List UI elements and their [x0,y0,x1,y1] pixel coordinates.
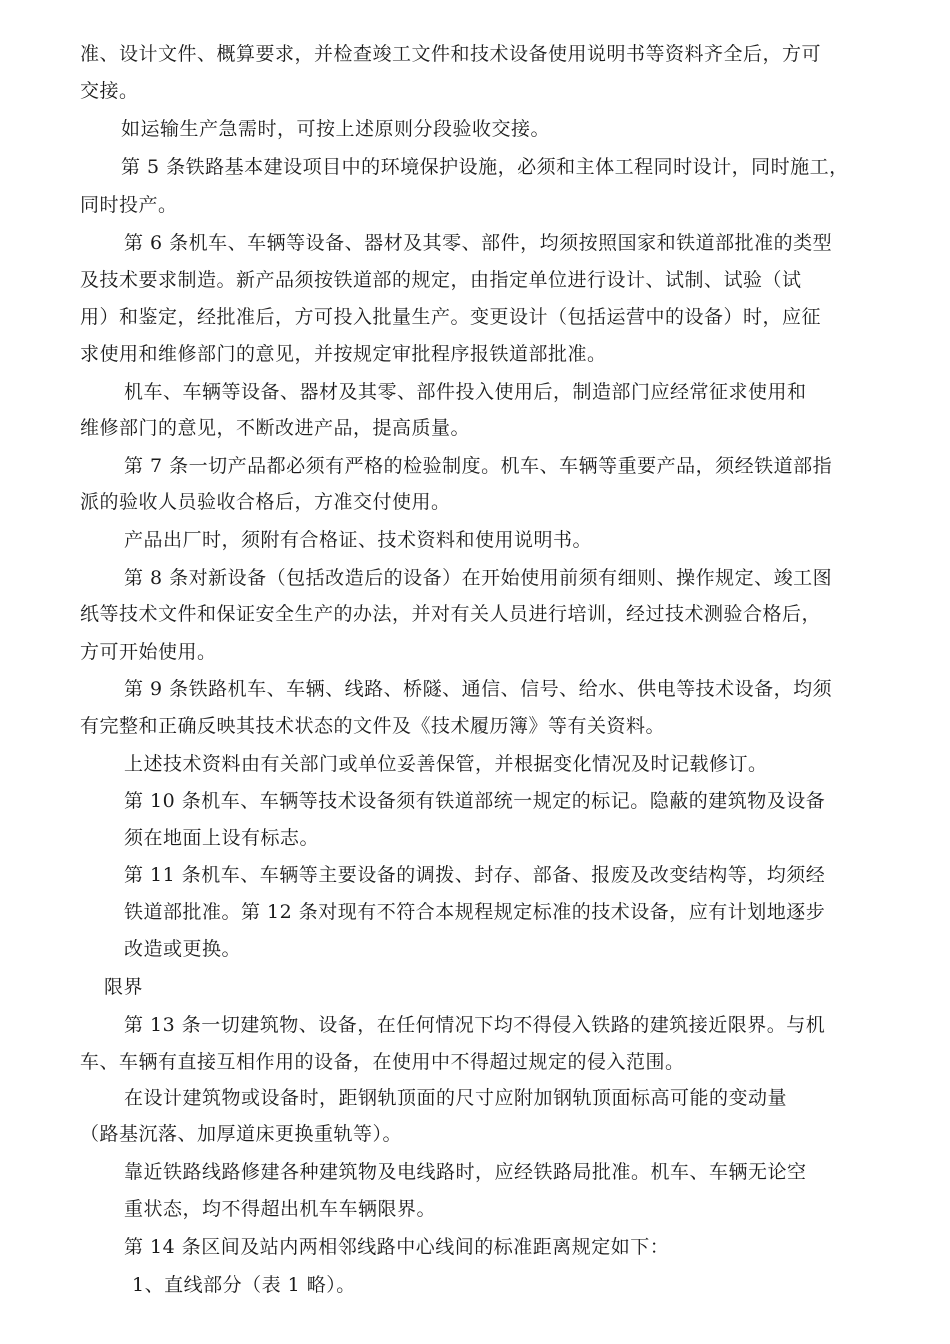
text-line: 第 6 条机车、车辆等设备、器材及其零、部件，均须按照国家和铁道部批准的类型 [124,232,833,254]
text-line: 及技术要求制造。新产品须按铁道部的规定，由指定单位进行设计、试制、试验（试 [80,269,802,291]
text-line: 第 11 条机车、车辆等主要设备的调拨、封存、部备、报废及改变结构等，均须经 [124,864,826,886]
text-line: 方可开始使用。 [80,641,217,663]
text-line: 改造或更换。 [124,938,242,960]
text-line: 须在地面上设有标志。 [124,827,320,849]
text-line: 机车、车辆等设备、器材及其零、部件投入使用后，制造部门应经常征求使用和 [124,381,807,403]
text-line: 产品出厂时，须附有合格证、技术资料和使用说明书。 [124,529,593,551]
text-line: 有完整和正确反映其技术状态的文件及《技术履历簿》等有关资料。 [80,715,666,737]
text-line: 靠近铁路线路修建各种建筑物及电线路时，应经铁路局批准。机车、车辆无论空 [124,1161,807,1183]
text-line: 纸等技术文件和保证安全生产的办法，并对有关人员进行培训，经过技术测验合格后， [80,603,822,625]
text-line: 第 9 条铁路机车、车辆、线路、桥隧、通信、信号、给水、供电等技术设备，均须 [124,678,833,700]
text-line: 求使用和维修部门的意见，并按规定审批程序报铁道部批准。 [80,343,607,365]
text-line: 车、车辆有直接互相作用的设备，在使用中不得超过规定的侵入范围。 [80,1051,685,1073]
text-line: 第 10 条机车、车辆等技术设备须有铁道部统一规定的标记。隐蔽的建筑物及设备 [124,790,826,812]
text-line: 上述技术资料由有关部门或单位妥善保管，并根据变化情况及时记载修订。 [124,753,768,775]
text-line: 维修部门的意见，不断改进产品，提高质量。 [80,417,471,439]
text-line: 第 13 条一切建筑物、设备，在任何情况下均不得侵入铁路的建筑接近限界。与机 [124,1014,826,1036]
text-line: 准、设计文件、概算要求，并检查竣工文件和技术设备使用说明书等资料齐全后，方可 [80,43,822,65]
section-heading: 限界 [104,976,144,998]
text-line: 铁道部批准。第 12 条对现有不符合本规程规定标准的技术设备，应有计划地逐步 [124,901,826,923]
text-line: 派的验收人员验收合格后，方准交付使用。 [80,491,451,513]
text-line: 同时投产。 [80,194,178,216]
text-line: （路基沉落、加厚道床更换重轨等）。 [80,1123,403,1145]
text-line: 第 8 条对新设备（包括改造后的设备）在开始使用前须有细则、操作规定、竣工图 [124,567,833,589]
text-line: 1、直线部分（表 1 略）。 [132,1274,356,1296]
text-line: 重状态，均不得超出机车车辆限界。 [124,1198,437,1220]
text-line: 在设计建筑物或设备时，距钢轨顶面的尺寸应附加钢轨顶面标高可能的变动量 [124,1087,788,1109]
text-line: 用）和鉴定，经批准后，方可投入批量生产。变更设计（包括运营中的设备）时，应征 [80,306,822,328]
text-line: 第 7 条一切产品都必须有严格的检验制度。机车、车辆等重要产品，须经铁道部指 [124,455,833,477]
text-line: 第 14 条区间及站内两相邻线路中心线间的标准距离规定如下： [124,1236,670,1258]
text-line: 交接。 [80,80,139,102]
text-line: 第 5 条铁路基本建设项目中的环境保护设施，必须和主体工程同时设计，同时施工， [121,156,849,178]
text-line: 如运输生产急需时，可按上述原则分段验收交接。 [121,118,551,140]
